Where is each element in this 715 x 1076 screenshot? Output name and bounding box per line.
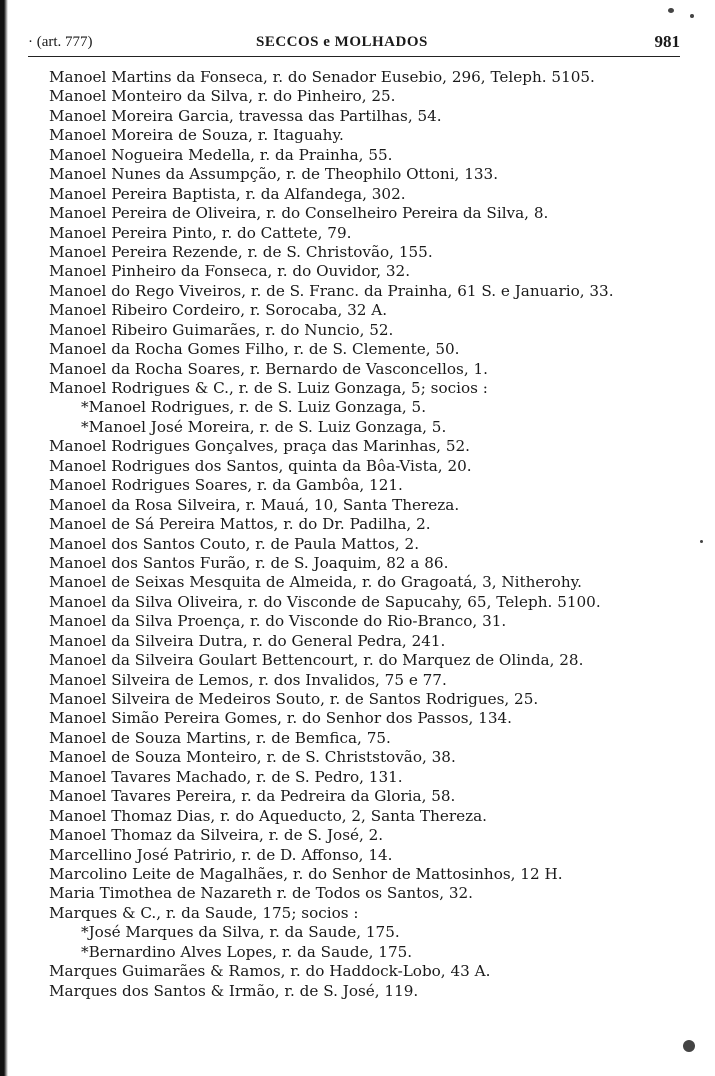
directory-entry: Manoel Pinheiro da Fonseca, r. do Ouvidor, 32.: [49, 262, 411, 281]
directory-entry: Manoel da Rocha Soares, r. Bernardo de Vasconcellos, 1.: [49, 359, 488, 378]
directory-entry: Manoel Nunes da Assumpção, r. de Theophilo Ottoni, 133.: [49, 165, 499, 184]
directory-entry: Manoel Nogueira Medella, r. da Prainha, 55.: [49, 145, 393, 164]
directory-list: [49, 68, 689, 1001]
directory-entry: Manoel Thomaz da Silveira, r. de S. José, 2.: [49, 826, 384, 845]
directory-entry: Manoel dos Santos Furão, r. de S. Joaquim, 82 a 86.: [49, 553, 449, 572]
partner-entry: *Manoel José Moreira, r. de S. Luiz Gonzaga, 5.: [81, 417, 447, 436]
directory-entry: Manoel Martins da Fonseca, r. do Senador Eusebio, 296, Teleph. 5105.: [49, 68, 595, 86]
directory-entry: Manoel Silveira de Lemos, r. dos Invalidos, 75 e 77.: [49, 670, 447, 689]
directory-entry: Manoel Thomaz Dias, r. do Aqueducto, 2, Santa Thereza.: [49, 806, 487, 825]
partner-entry: *José Marques da Silva, r. da Saude, 175.: [81, 923, 400, 942]
directory-entry: Manoel Monteiro da Silva, r. do Pinheiro, 25.: [49, 87, 396, 106]
directory-entry: Manoel Simão Pereira Gomes, r. do Senhor dos Passos, 134.: [49, 709, 512, 728]
directory-entry: Manoel Ribeiro Cordeiro, r. Sorocaba, 32 A.: [49, 301, 388, 320]
directory-entry: Manoel Tavares Pereira, r. da Pedreira da Gloria, 58.: [49, 787, 456, 806]
directory-entry: Marcolino Leite de Magalhães, r. do Senhor de Mattosinhos, 12 H.: [49, 864, 563, 883]
directory-entry: Manoel da Silva Oliveira, r. do Visconde de Sapucahy, 65, Teleph. 5100.: [49, 592, 601, 611]
directory-entry: Manoel Tavares Machado, r. de S. Pedro, 131.: [49, 767, 403, 786]
directory-entry: Manoel da Rocha Gomes Filho, r. de S. Clemente, 50.: [49, 340, 460, 359]
directory-entry: Manoel Rodrigues Soares, r. da Gambôa, 121.: [49, 476, 403, 495]
directory-entry: Manoel dos Santos Couto, r. de Paula Mattos, 2.: [49, 534, 420, 553]
directory-entry: Manoel da Silva Proença, r. do Visconde do Rio-Branco, 31.: [49, 612, 507, 631]
directory-entry: Manoel Silveira de Medeiros Souto, r. de Santos Rodrigues, 25.: [49, 690, 539, 708]
directory-entry: Manoel de Sá Pereira Mattos, r. do Dr. Padilha, 2.: [49, 515, 431, 534]
ink-speck: [690, 14, 694, 18]
directory-entry: Marques Guimarães & Ramos, r. do Haddock-Lobo, 43 A.: [49, 962, 491, 981]
directory-entry: Manoel Moreira de Souza, r. Itaguahy.: [49, 126, 344, 145]
directory-entry: Manoel Rodrigues & C., r. de S. Luiz Gonzaga, 5; socios :: [49, 379, 488, 397]
section-title: SECCOS e MOLHADOS: [256, 34, 428, 50]
directory-entry: Manoel da Silveira Dutra, r. do General Pedra, 241.: [49, 631, 446, 650]
directory-entry: Manoel Rodrigues Gonçalves, praça das Marinhas, 52.: [49, 437, 470, 456]
page-edge-shadow: [0, 0, 8, 1076]
directory-entry: Manoel Moreira Garcia, travessa das Partilhas, 54.: [49, 106, 442, 125]
directory-entry: Marcellino José Patririo, r. de D. Affonso, 14.: [49, 845, 393, 864]
page-number: 981: [654, 32, 680, 51]
ink-speck: [668, 8, 674, 13]
directory-entry: Manoel Ribeiro Guimarães, r. do Nuncio, 52.: [49, 320, 394, 339]
directory-entry: Manoel de Seixas Mesquita de Almeida, r. do Gragoatá, 3, Nitherohy.: [49, 573, 582, 592]
header-rule: [28, 56, 680, 57]
directory-entry: Manoel do Rego Viveiros, r. de S. Franc. da Prainha, 61 S. e Januario, 33.: [49, 281, 614, 300]
page-header: [28, 32, 680, 54]
directory-entry: Manoel de Souza Martins, r. de Bemfica, 75.: [49, 728, 391, 747]
article-reference: · (art. 777): [28, 34, 93, 50]
directory-entry: Manoel Pereira Baptista, r. da Alfandega, 302.: [49, 184, 406, 203]
directory-entry: Maria Timothea de Nazareth r. de Todos os Santos, 32.: [49, 884, 474, 903]
directory-entry: Manoel da Rosa Silveira, r. Mauá, 10, Santa Thereza.: [49, 495, 460, 514]
directory-entry: Manoel Pereira Pinto, r. do Cattete, 79.: [49, 223, 352, 242]
directory-entry: Marques dos Santos & Irmão, r. de S. José, 119.: [49, 981, 419, 1000]
ink-speck: [700, 540, 703, 543]
directory-entry: Manoel Pereira Rezende, r. de S. Christovão, 155.: [49, 242, 433, 261]
directory-entry: Manoel Pereira de Oliveira, r. do Conselheiro Pereira da Silva, 8.: [49, 204, 549, 223]
directory-entry: Marques & C., r. da Saude, 175; socios :: [49, 903, 359, 922]
directory-entry: Manoel da Silveira Goulart Bettencourt, r. do Marquez de Olinda, 28.: [49, 651, 584, 670]
directory-entry: Manoel Rodrigues dos Santos, quinta da Bôa-Vista, 20.: [49, 456, 472, 475]
directory-entry: Manoel de Souza Monteiro, r. de S. Christstovão, 38.: [49, 748, 456, 767]
partner-entry: *Manoel Rodrigues, r. de S. Luiz Gonzaga, 5.: [81, 398, 427, 417]
ink-speck: [683, 1040, 695, 1052]
partner-entry: *Bernardino Alves Lopes, r. da Saude, 175.: [81, 942, 413, 961]
